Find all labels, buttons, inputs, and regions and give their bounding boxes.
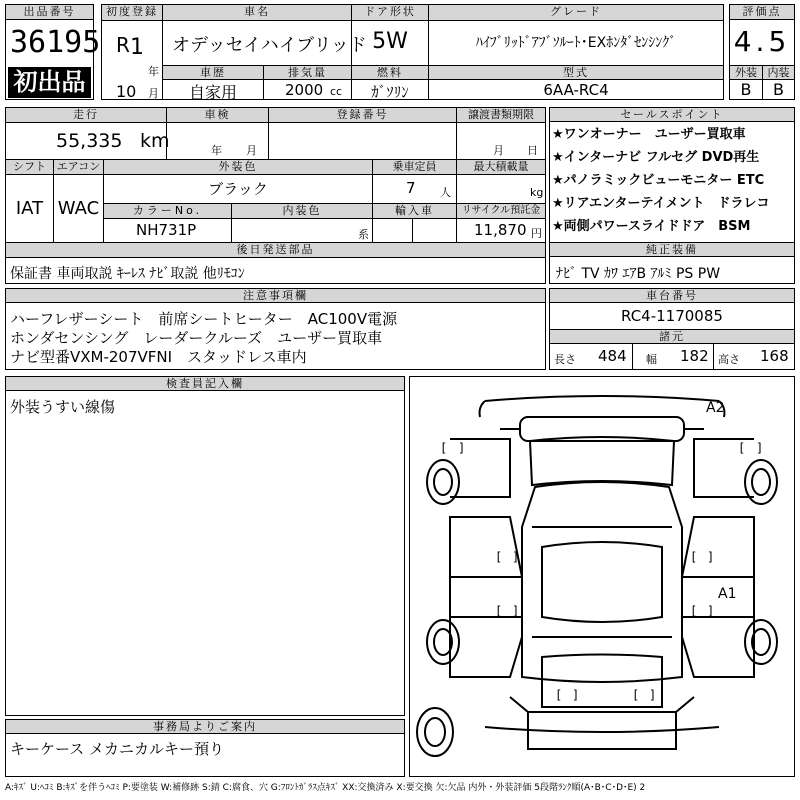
score-panel [729,4,795,100]
notes-line: ナビ型番VXM-207VFNI スタッドレス車内 [10,348,307,366]
legend-text: A:ｷｽﾞ U:ﾍｺﾐ B:ｷｽﾞを伴うﾍｺﾐ P:要塗装 W:補修跡 S:錆 C:腐食、穴 G:ﾌﾛﾝﾄｶﾞﾗｽ点ｷｽﾞ XX:交換済み X:要交換 欠:欠品 内外・外装評価 5段階ﾗﾝｸ順(A･B･C･D･E) 2 [5,783,646,793]
sales-point-item: ★両側パワースライドドア BSM [552,219,751,234]
color-no-value: NH731P [136,221,197,239]
color-no-label: カラーNo. [104,204,231,218]
ac-value: WAC [57,198,100,219]
damage-mark-a1: A1 [718,586,737,602]
svg-text:[: [ [495,604,503,618]
capacity-value: 7 [406,179,416,197]
car-outline-diagram [410,377,794,776]
ext-color-label: 外装色 [104,160,372,174]
notes-panel [5,288,546,370]
svg-text:]: ] [512,604,520,618]
reg-no-label: 登録番号 [269,108,456,122]
notes-line: ホンダセンシング レーダークルーズ ユーザー買取車 [10,329,383,347]
inspector-label: 検査員記入欄 [6,377,404,391]
score-ext-label: 外装 [730,66,762,79]
score-label: 評価点 [730,5,794,20]
transfer-day-unit: 日 [527,144,538,157]
sales-point-item: ★インターナビ フルセグ DVD再生 [552,150,760,165]
car-name-label: 車名 [163,5,351,20]
first-reg-month-unit: 月 [148,87,159,100]
dims-height-label: 高さ [718,353,740,366]
sales-points-label: セールスポイント [550,108,794,122]
model-value: 6AA-RC4 [543,81,609,99]
svg-text:]: ] [707,604,715,618]
svg-text:]: ] [756,441,764,455]
svg-text:[: [ [440,441,448,455]
inspection-label: 車検 [167,108,268,122]
displacement-value: 2000 [285,81,324,99]
import-label: 輸入車 [373,204,456,218]
score-int-label: 内装 [763,66,794,79]
first-reg-label: 初度登録 [102,5,162,20]
svg-text:]: ] [649,688,657,702]
vehicle-header-table [101,4,724,100]
svg-text:]: ] [572,688,580,702]
recycle-value: 11,870 [474,221,527,239]
svg-text:[: [ [738,441,746,455]
first-listing-badge: 初出品 [8,67,91,98]
ext-color-value: ブラック [208,180,268,198]
sales-point-item: ★パノラミックビューモニター ETC [552,173,765,188]
first-reg-year-unit: 年 [148,65,159,78]
recycle-unit: 円 [531,227,542,240]
sales-point-item: ★リアエンターテイメント ドラレコ [552,196,770,211]
mileage-value: 55,335 [56,130,123,152]
sales-point-item: ★ワンオーナー ユーザー買取車 [552,127,746,142]
lot-label: 出品番号 [6,5,93,20]
notes-label: 注意事項欄 [6,289,545,303]
vehicle-detail-table [5,107,546,284]
score-int-value: B [773,80,784,99]
int-color-unit: 系 [358,228,369,241]
shift-value: IAT [15,198,44,219]
recycle-label: リサイクル預託金 [457,204,545,218]
office-label: 事務局よりご案内 [6,720,404,734]
dims-length-label: 長さ [554,353,576,366]
delivery-parts-label: 後日発送部品 [6,243,545,257]
score-ext-value: B [740,80,752,99]
max-load-label: 最大積載量 [457,160,545,174]
transfer-month-unit: 月 [493,144,504,157]
first-reg-year: 1 [130,35,144,60]
notes-line: ハーフレザーシート 前席シートヒーター AC100V電源 [10,310,398,328]
inspection-month-unit: 月 [246,144,257,157]
dims-length-value: 484 [598,347,627,365]
svg-text:[: [ [555,688,563,702]
shift-label: シフト [6,160,53,174]
inspection-year-unit: 年 [211,144,222,157]
svg-text:[: [ [632,688,640,702]
svg-text:]: ] [512,550,520,564]
inspector-text: 外装うすい線傷 [10,398,116,416]
dims-label: 諸元 [550,330,794,344]
chassis-label: 車台番号 [550,289,794,303]
model-label: 型式 [429,66,723,79]
dims-height-value: 168 [760,347,789,365]
history-label: 車歴 [163,66,263,79]
svg-text:[: [ [690,550,698,564]
delivery-parts-value: 保証書 車両取説 ｷｰﾚｽ ﾅﾋﾞ取説 他ﾘﾓｺﾝ [10,266,245,282]
equipment-value: ﾅﾋﾞ TV ｶﾜ ｴｱB ｱﾙﾐ PS PW [556,266,721,282]
lot-panel [5,4,101,100]
grade-value: ﾊｲﾌﾞﾘｯﾄﾞｱﾌﾞｿﾙｰﾄ･EXﾎﾝﾀﾞｾﾝｼﾝｸﾞ [475,35,677,51]
lot-number: 36195 [10,25,101,60]
history-value: 自家用 [188,83,237,102]
capacity-unit: 人 [440,186,451,199]
svg-text:]: ] [707,550,715,564]
capacity-label: 乗車定員 [373,160,456,174]
svg-text:[: [ [495,550,503,564]
transfer-label: 譲渡書類期限 [457,108,545,122]
first-reg-month: 10 [116,82,137,101]
displacement-unit: cc [330,85,343,98]
svg-text:[: [ [690,604,698,618]
dims-width-value: 182 [680,347,709,365]
grade-label: グレード [429,5,723,20]
ac-label: エアコン [54,160,103,174]
first-reg-era: R [116,33,130,57]
inspector-panel [5,376,405,716]
displacement-label: 排気量 [264,66,351,79]
fuel-label: 燃料 [352,66,428,79]
mileage-unit: km [140,130,170,152]
chassis-value: RC4-1170085 [621,307,723,325]
door-value: 5W [372,29,408,54]
mileage-label: 走行 [6,108,166,122]
svg-text:]: ] [458,441,466,455]
office-text: キーケース メカニカルキー預り [10,740,225,758]
damage-diagram [409,376,795,777]
int-color-label: 内装色 [232,204,372,218]
damage-mark-a2: A2 [706,400,725,416]
car-name-value: オデッセイハイブリッド [172,35,367,56]
sales-points-panel [549,107,795,284]
dims-width-label: 幅 [646,353,657,366]
score-value: 4.5 [733,25,791,58]
max-load-unit: kg [530,186,544,199]
office-panel [5,719,405,777]
door-label: ドア形状 [352,5,428,20]
equipment-label: 純正装備 [550,243,794,257]
chassis-panel [549,288,795,370]
fuel-value: ｶﾞｿﾘﾝ [371,83,409,101]
